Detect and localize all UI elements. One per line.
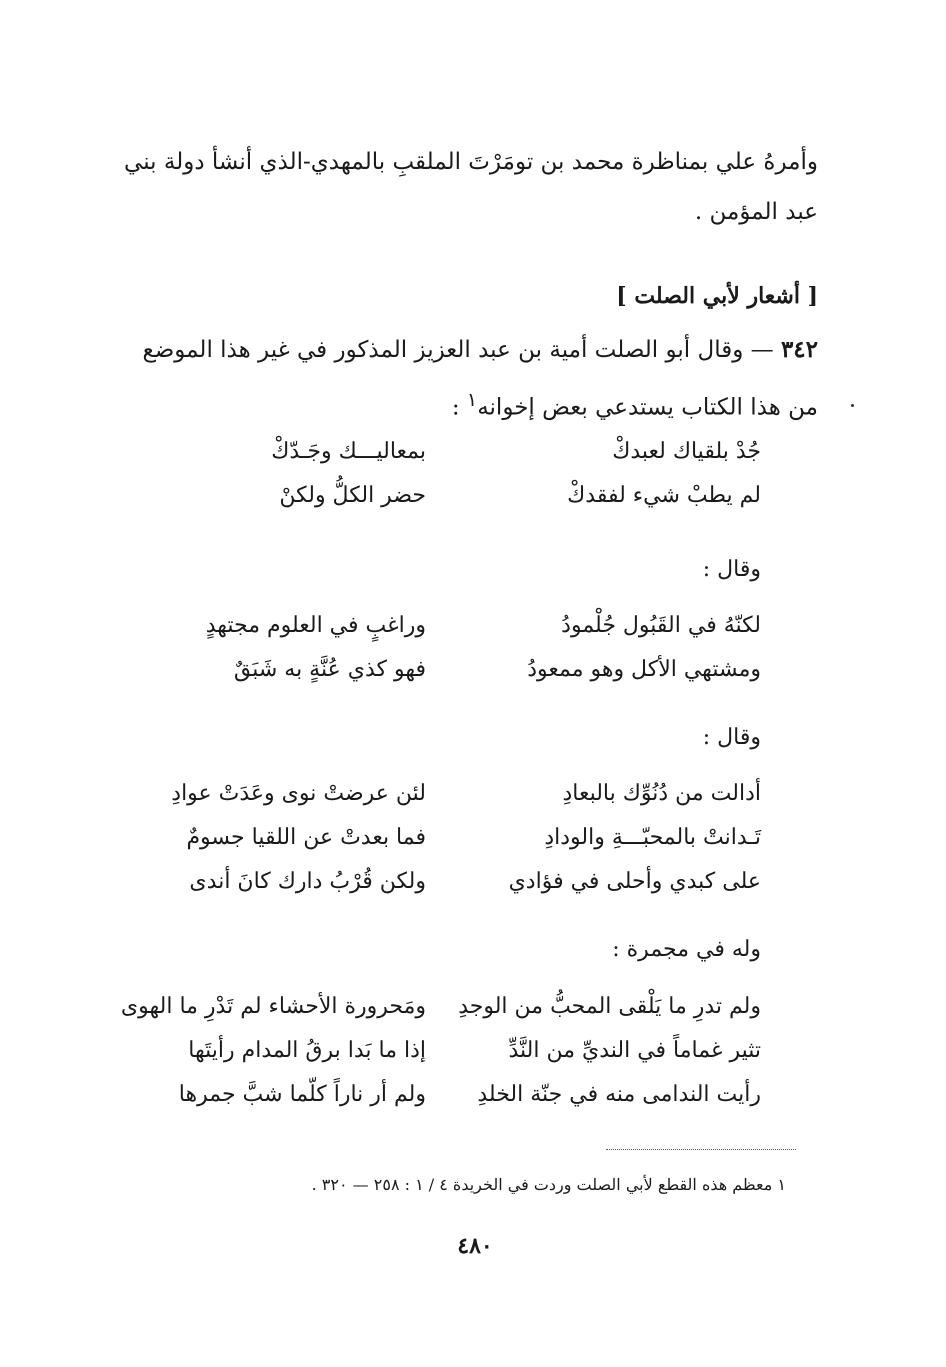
- intro-paragraph: وأمرهُ علي بمناظرة محمد بن تومَرْتَ الملقبِ بالمهدي-الذي أنشأ دولة بني عبد المؤمن .: [124, 149, 818, 225]
- hemistich-first: ولم أر ناراً كلّما شبَّ جمرها: [178, 1082, 426, 1107]
- hemistich-second: ولم تدرِ ما يَلْقى المحبُّ من الوجدِ: [458, 994, 761, 1019]
- hemistich-first: وراغبٍ في العلوم مجتهدٍ: [205, 613, 426, 638]
- page-number: ٤٨٠: [457, 1233, 493, 1259]
- hemistich-first: إذا ما بَدا برقُ المدام رأيتَها: [188, 1038, 426, 1063]
- hemistich-first: فهو كذي عُنَّةٍ به شَبَقٌ: [233, 657, 426, 682]
- poem-intro-3: وقال :: [702, 725, 761, 750]
- hemistich-second: على كبدي وأحلى في فؤادي: [508, 869, 761, 894]
- footnote-divider: [606, 1149, 796, 1150]
- verse: [0, 650, 946, 694]
- hemistich-second: أدالت من دُنُوِّك بالبعادِ: [562, 781, 761, 806]
- verse: [0, 987, 946, 1031]
- entry-tail: :: [451, 394, 467, 421]
- entry-text: — وقال أبو الصلت أمية بن عبد العزيز المذكور في غير هذا الموضع من هذا الكتاب يستدعي بعض إخوانه: [142, 337, 818, 421]
- poem-2: [0, 606, 946, 694]
- hemistich-first: ولكن قُرْبُ دارك كانَ أندى: [189, 869, 426, 894]
- verse: [0, 1075, 946, 1119]
- verse: [0, 818, 946, 862]
- hemistich-second: تثير غماماً في النديِّ من النَّدِّ: [508, 1038, 761, 1063]
- hemistich-second: لم يطبْ شيء لفقدكْ: [567, 483, 761, 508]
- hemistich-second: تَـدانتْ بالمحبّـــةِ والودادِ: [544, 825, 761, 850]
- hemistich-first: ومَحرورة الأحشاء لم تَدْرِ ما الهوى: [120, 994, 426, 1019]
- hemistich-second: رأيت الندامى منه في جنّة الخلدِ: [477, 1082, 761, 1107]
- hemistich-first: فما بعدتْ عن اللقيا جسومٌ: [186, 825, 426, 850]
- hemistich-second: ومشتهي الأكل وهو ممعودُ: [527, 657, 761, 682]
- hemistich-second: جُدْ بلقياك لعبدكْ: [612, 439, 761, 464]
- scan-speck: [851, 404, 854, 407]
- poem-intro-4: وله في مجمرة :: [612, 937, 761, 962]
- verse: [0, 774, 946, 818]
- section-heading: [ أشعار لأبي الصلت ]: [616, 283, 818, 309]
- verse: [0, 862, 946, 906]
- poem-1: [0, 432, 946, 520]
- poem-4: [0, 987, 946, 1119]
- verse: [0, 432, 946, 476]
- hemistich-first: حضر الكلُّ ولكنْ: [279, 483, 426, 508]
- poem-3: [0, 774, 946, 906]
- hemistich-second: لكنّهُ في القَبُول جُلْمودُ: [561, 613, 761, 638]
- verse: [0, 606, 946, 650]
- footnote-ref: ١: [466, 388, 478, 411]
- verse: [0, 476, 946, 520]
- poem-intro-2: وقال :: [702, 557, 761, 582]
- entry-paragraph: [118, 325, 818, 433]
- verse: [0, 1031, 946, 1075]
- footnote: ١ معظم هذه القطع لأبي الصلت وردت في الخريدة ٤ / ١ : ٢٥٨ — ٣٢٠ .: [311, 1175, 786, 1194]
- hemistich-first: بمعاليـــك وجَـدّكْ: [271, 439, 426, 464]
- hemistich-first: لئن عرضتْ نوى وعَدَتْ عوادِ: [171, 781, 426, 806]
- entry-number: ٣٤٢: [780, 336, 818, 363]
